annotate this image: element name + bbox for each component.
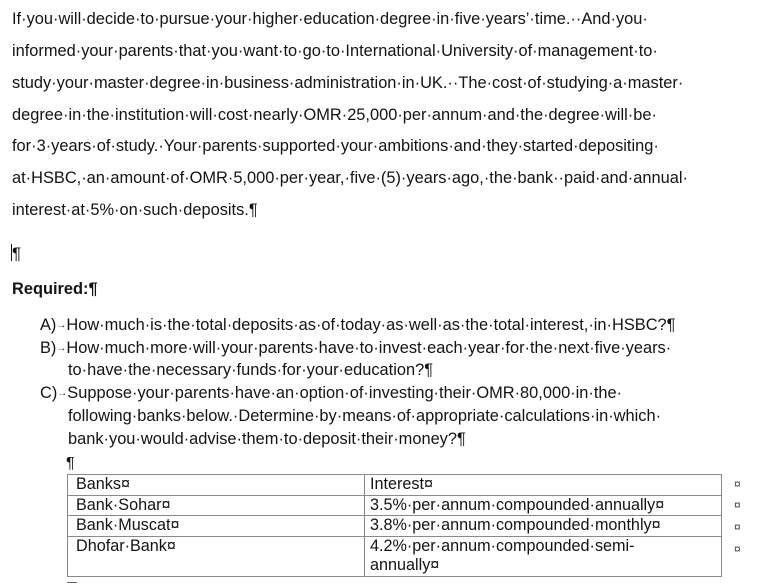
required-heading: Required:¶ [12,280,98,298]
next-paragraph-mark [67,582,77,585]
paragraph-line: informed·your·parents·that·you·want·to·go·to·International·University·of·management·to· [12,42,658,60]
paragraph-line: study·your·master·degree·in·business·administration·in·UK.··The·cost·of·studying·a·master· [12,74,684,92]
question-b[interactable] [40,338,671,359]
row-end-mark: ¤ [734,520,741,534]
paragraph-line: degree·in·the·institution·will·cost·nearly·OMR·25,000·per·annum·and·the·degree·will·be· [12,106,657,124]
bank-name-cell[interactable]: Dhofar·Bank¤ [68,536,365,576]
table-row [68,516,722,537]
bank-name-cell[interactable]: Bank·Sohar¤ [68,495,365,516]
header-cell-interest[interactable]: Interest¤ [365,475,722,496]
interest-cell[interactable]: 3.8%·per·annum·compounded·monthly¤ [365,516,722,537]
row-end-mark: ¤ [734,542,741,556]
paragraph-mark: ¶ [66,455,75,472]
question-text: Suppose·your·parents·have·an·option·of·investing·their·OMR·80,000·in·the· [67,384,623,402]
banks-table [67,474,722,577]
paragraph-line: interest·at·5%·on·such·deposits.¶ [12,201,258,219]
question-text: to·have·the·necessary·funds·for·your·education?¶ [68,361,434,379]
paragraph-line: If·you·will·decide·to·pursue·your·higher·education·degree·in·five·years’·time.··And·you· [12,10,648,28]
question-text: How·much·more·will·your·parents·have·to·invest·each·year·for·the·next·five·years· [66,339,672,357]
paragraph-mark: ¶ [12,244,22,263]
question-label: C) [40,384,58,402]
table-row [68,495,722,516]
question-a[interactable] [40,315,675,336]
header-cell-banks[interactable]: Banks¤ [68,475,365,496]
interest-cell[interactable]: 3.5%·per·annum·compounded·annually¤ [365,495,722,516]
question-text: following·banks·below.·Determine·by·means·of·appropriate·calculations·in·which· [68,407,662,425]
paragraph-line: at·HSBC,·an·amount·of·OMR·5,000·per·year,·five·(5)·years·ago,·the·bank··paid·and·annual· [12,169,688,187]
question-text: bank·you·would·advise·them·to·deposit·their·money?¶ [68,430,466,448]
row-end-mark: ¤ [734,477,741,491]
paragraph-line: for·3·years·of·study.·Your·parents·supported·your·ambitions·and·they·started·depositing· [12,137,659,155]
table-row [68,536,722,576]
question-c[interactable] [40,383,622,404]
question-label: B) [40,339,57,357]
tab-arrow-icon: → [57,388,68,399]
empty-paragraph[interactable] [11,244,21,264]
question-label: A) [40,316,57,334]
question-text: How·much·is·the·total·deposits·as·of·today·as·well·as·the·total·interest,·in·HSBC?¶ [66,316,676,334]
tab-arrow-icon: → [56,343,67,354]
interest-cell[interactable]: 4.2%·per·annum·compounded·semi- annually¤ [365,536,722,576]
bank-name-cell[interactable]: Bank·Muscat¤ [68,516,365,537]
row-end-mark: ¤ [734,498,741,512]
table-header-row [68,475,722,496]
tab-arrow-icon: → [56,320,67,331]
